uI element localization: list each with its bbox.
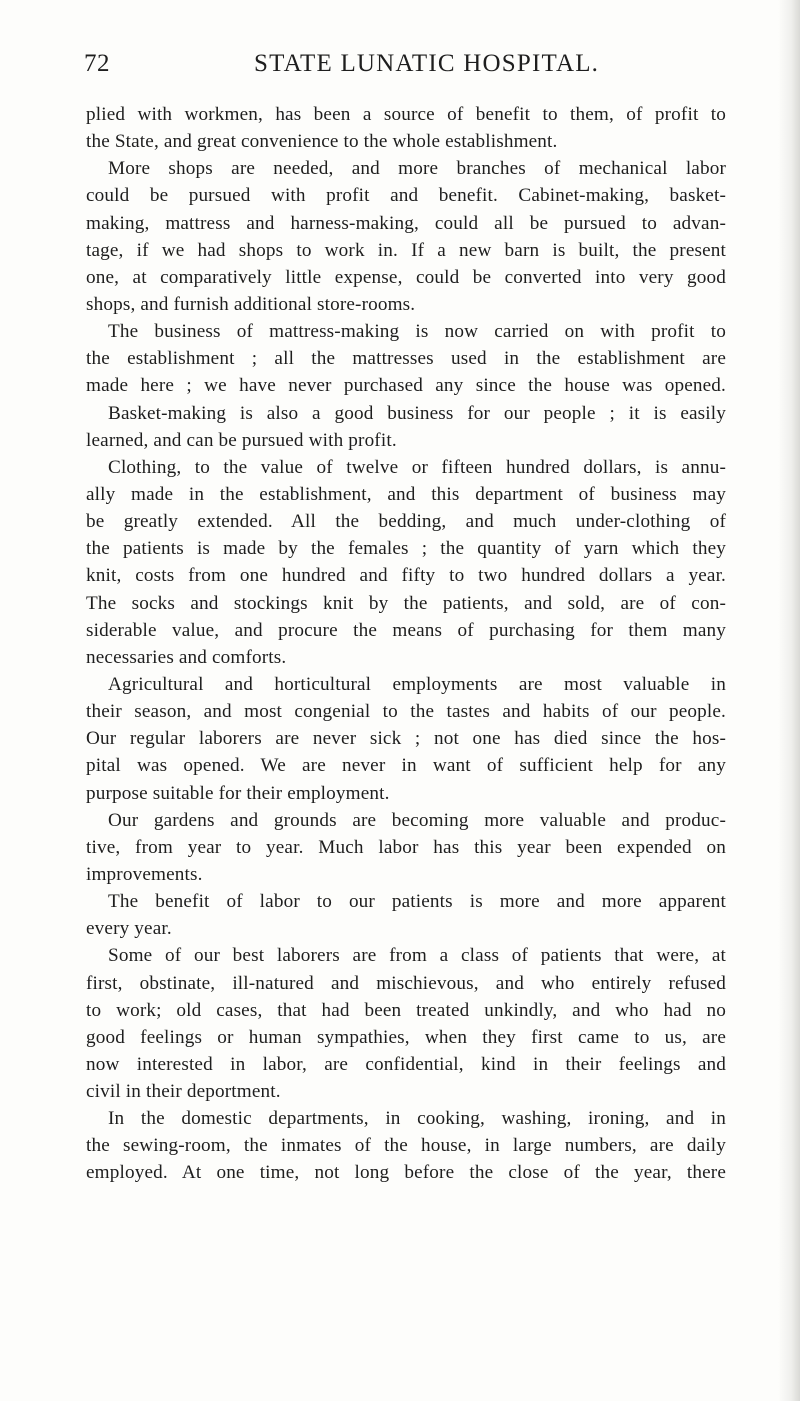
text-line: plied with workmen, has been a source of benefit to them, of profit to [86, 104, 726, 125]
text-line: the establishment ; all the mattresses used in the establishment are [86, 348, 726, 370]
text-line: Agricultural and horticultural employments are most valuable in [108, 673, 726, 695]
text-line: be greatly extended. All the bedding, and much under-clothing of [86, 511, 726, 533]
text-line: Clothing, to the value of twelve or fifteen hundred dollars, is annu- [108, 456, 726, 478]
text-line: necessaries and comforts. [86, 646, 287, 668]
text-line: More shops are needed, and more branches of mechanical labor [108, 158, 726, 180]
text-line: the sewing-room, the inmates of the house, in large numbers, are daily [86, 1135, 726, 1157]
text-line: could be pursued with profit and benefit. Cabinet-making, basket- [86, 185, 726, 207]
text-line: every year. [86, 918, 172, 940]
text-line: one, at comparatively little expense, could be converted into very good [86, 266, 726, 288]
text-line: knit, costs from one hundred and fifty to two hundred dollars a year. [86, 565, 726, 587]
text-line: their season, and most congenial to the tastes and habits of our people. [86, 701, 726, 723]
page-edge-shadow [778, 0, 800, 1401]
text-line: purpose suitable for their employment. [86, 782, 390, 804]
text-line: ally made in the establishment, and this department of business may [86, 483, 726, 505]
text-line: the State, and great convenience to the whole establishment. [86, 131, 558, 153]
text-line: employed. At one time, not long before the close of the year, there [86, 1162, 726, 1184]
text-line: The business of mattress-making is now carried on with profit to [108, 321, 726, 343]
text-line: The benefit of labor to our patients is more and more apparent [108, 891, 726, 913]
text-line: made here ; we have never purchased any since the house was opened. [86, 375, 726, 397]
page-number: 72 [84, 50, 110, 77]
text-line: Our regular laborers are never sick ; not one has died since the hos- [86, 728, 726, 750]
text-line: the patients is made by the females ; the quantity of yarn which they [86, 538, 726, 560]
text-line: Basket-making is also a good business for our people ; it is easily [108, 402, 726, 424]
text-line: improvements. [86, 863, 203, 885]
text-line: Our gardens and grounds are becoming more valuable and produc- [108, 809, 726, 831]
text-line: The socks and stockings knit by the patients, and sold, are of con- [86, 592, 726, 614]
running-title: STATE LUNATIC HOSPITAL. [254, 50, 600, 77]
text-line: now interested in labor, are confidential, kind in their feelings and [86, 1053, 726, 1075]
text-line: Some of our best laborers are from a class of patients that were, at [108, 945, 726, 967]
text-line: shops, and furnish additional store-rooms. [86, 293, 416, 315]
text-line: tive, from year to year. Much labor has this year been expended on [86, 836, 726, 858]
text-line: good feelings or human sympathies, when they first came to us, are [86, 1026, 726, 1048]
text-line: pital was opened. We are never in want of sufficient help for any [86, 755, 726, 777]
text-line: siderable value, and procure the means of purchasing for them many [86, 619, 726, 641]
text-line: In the domestic departments, in cooking, washing, ironing, and in [108, 1108, 726, 1130]
text-line: first, obstinate, ill-natured and mischievous, and who entirely refused [86, 972, 726, 994]
text-line: tage, if we had shops to work in. If a new barn is built, the present [86, 239, 726, 261]
text-line: to work; old cases, that had been treated unkindly, and who had no [86, 999, 726, 1021]
running-header [84, 50, 714, 84]
text-line: making, mattress and harness-making, could all be pursued to advan- [86, 212, 726, 234]
text-line: civil in their deportment. [86, 1081, 281, 1103]
body-text [86, 101, 726, 1187]
text-line: learned, and can be pursued with profit. [86, 429, 397, 451]
